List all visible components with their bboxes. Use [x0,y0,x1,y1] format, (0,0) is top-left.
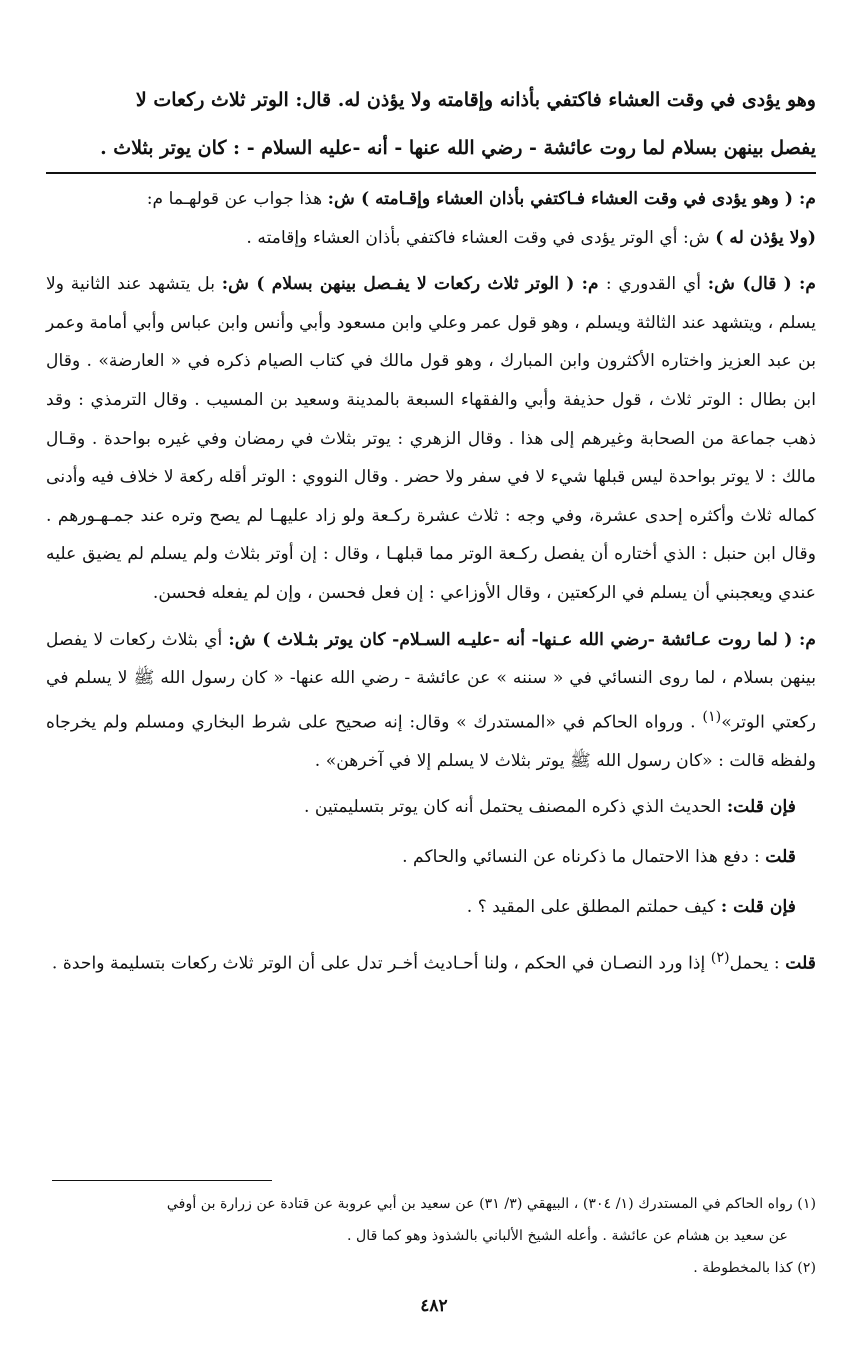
commentary-paragraph [46,265,816,612]
footnote-ref: (٢) [710,949,730,966]
answer-text: إذا ورد النصـان في الحكم ، ولنا أحـاديث أخـر تدل على أن الوتر ثلاث ركعات بتسليمة واحدة . [51,953,711,974]
question-label: فإن قلت : [720,896,796,917]
commentary-paragraph [46,180,816,257]
answer-label: قلت [785,953,816,974]
question [46,889,796,925]
commentary-text: هذا جواب عن قولهـما م: [146,189,328,209]
answer-label: قلت [765,846,796,867]
footnote-divider [52,1180,272,1181]
main-text [46,76,816,172]
commentary-text: . ورواه الحاكم في «المستدرك » وقال: إنه صحيح على شرط البخاري ومسلم ولم يخرجاه ولفظه قالت : «كان رسول الله ﷺ يوتر بثلاث لا يسلم إلا في آخرهن» . [46,712,816,772]
commentary-text: أي بثلاث ركعات لا يفصل بينهن بسلام ، لما روى النسائي في « سننه » عن عائشة - رضي الله عنها- « كان رسول الله ﷺ لا يسلم في ركعتي الوتر» [46,629,816,733]
answer-text: : يحمل [729,953,786,974]
page-number: ٤٨٢ [420,1296,448,1316]
matn-quote: م: ( قال) ش: [707,274,816,295]
footnote-ref: (١) [702,708,722,725]
main-text-divider [46,172,816,174]
answer [46,839,796,875]
commentary [46,180,816,989]
question-label: فإن قلت: [726,796,796,817]
question-text: الحديث الذي ذكره المصنف يحتمل أنه كان يوتر بتسليمتين . [303,796,727,817]
footnotes [46,1188,816,1284]
main-text-line: يفصل بينهن بسلام لما روت عائشة - رضي الله عنها - أنه -عليه السلام - : كان يوتر بثلاث . [100,137,816,159]
answer [46,939,816,983]
matn-quote: (ولا يؤذن له ) [715,227,816,248]
commentary-text: ش: أي الوتر يؤدى في وقت العشاء فاكتفي بأذان العشاء وإقامته . [246,227,716,248]
footnote: (٢) كذا بالمخطوطة . [693,1260,816,1276]
commentary-paragraph [46,621,816,781]
answer-text: : دفع هذا الاحتمال ما ذكرناه عن النسائي والحاكم . [402,846,766,867]
commentary-text: بل يتشهد عند الثانية ولا يسلم ، ويتشهد عند الثالثة ويسلم ، وهو قول عمر وعلي وابن مسعود وأبي وأنس وابن عباس وأبي أمامة وعمر بن عبد العزيز واختاره الأكثرون وابن المبارك ، وهو قول مالك في كتاب الصيام ذكره في « العارضة» . وقال ابن بطال : الوتر ثلاث ، قول حذيفة وأبي والفقهاء السبعة بالمدينة وسعيد بن المسيب . وقال الترمذي : وقد ذهب جماعة من الصحابة وغيرهم إلى هذا . وقال الزهري : يوتر بثلاث في رمضان وفي غيره بواحدة . وقـال مالك : لا يوتر بواحدة ليس قبلها شيء لا في سفر ولا حضر . وقال النووي : الوتر أقله ركعة لا خلاف فيه وأدنى كماله ثلاث وأكثره إحدى عشرة، وفي وجه : ثلاث عشرة ركـعة ولو زاد عليهـا لم يصح وتره عند جمـهـورهم . وقال ابن حنبل : الذي أختاره أن يفصل ركـعة الوتر مما قبلهـا ، وقال : إن أوتر بثلاث ولم يسلم لم يضيق عليه عندي ويعجبني أن يسلم في الركعتين ، وقال الأوزاعي : إن فعل فحسن ، وإن لم يفعله فحسن. [46,274,816,603]
question [46,789,796,825]
matn-quote: م: ( وهو يؤدى في وقت العشاء فـاكتفي بأذان العشاء وإقـامته ) ش: [327,189,816,209]
footnote: (١) رواه الحاكم في المستدرك (١/ ٣٠٤) ، البيهقي (٣/ ٣١) عن سعيد بن أبي عروبة عن قتادة عن زرارة بن أوفي [166,1196,816,1212]
matn-quote: م: ( الوتر ثلاث ركعات لا يفـصل بينهن بسلام ) ش: [221,274,606,295]
question-text: كيف حملتم المطلق على المقيد ؟ . [466,896,721,917]
matn-quote: م: ( لما روت عـائشة -رضي الله عـنها- أنه -عليـه السـلام- كان يوتر بثـلاث ) ش: [228,629,816,650]
commentary-text: أي القدوري : [605,274,708,295]
footnote-continuation: عن سعيد بن هشام عن عائشة . وأعله الشيخ الألباني بالشذوذ وهو كما قال . [346,1228,788,1244]
main-text-line: وهو يؤدى في وقت العشاء فاكتفي بأذانه وإقامته ولا يؤذن له. قال: الوتر ثلاث ركعات لا [135,89,816,111]
